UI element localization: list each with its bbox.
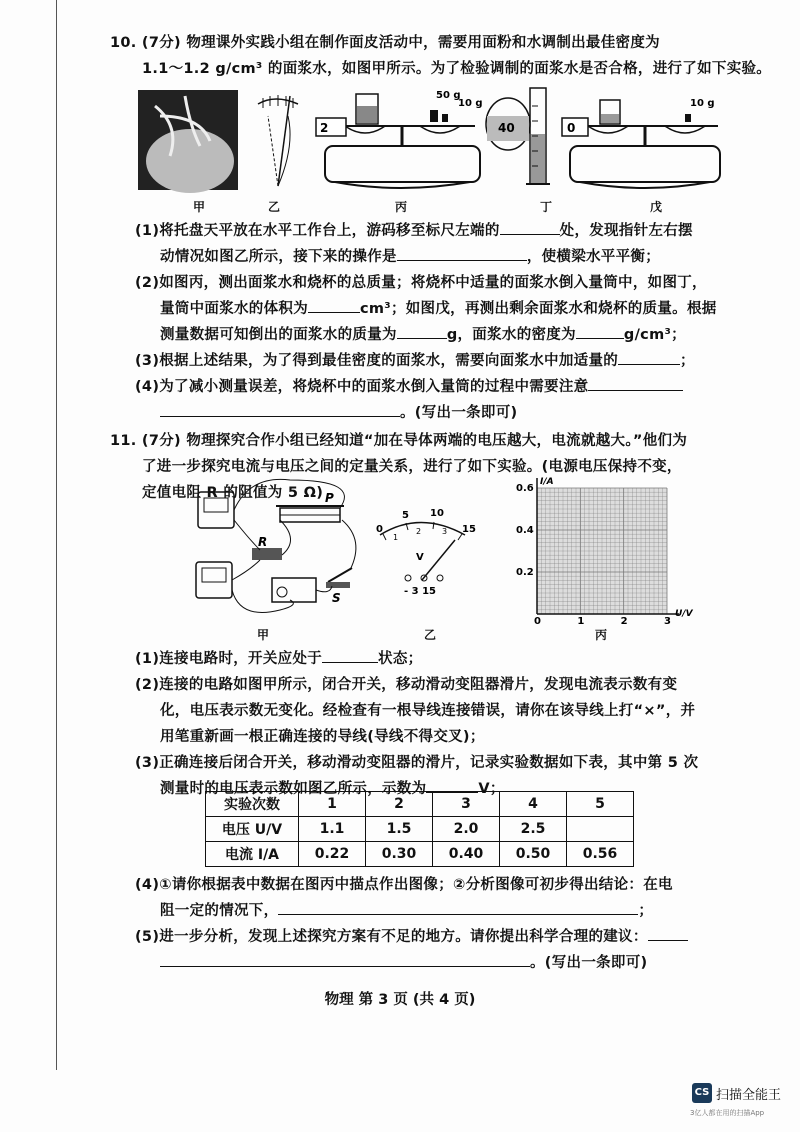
q10-p3-text-b: ； [680, 353, 695, 369]
q11-parts-cont [110, 872, 750, 976]
fig-label-wu: 戊 [650, 200, 663, 214]
answer-blank[interactable] [397, 324, 447, 339]
answer-blank[interactable] [576, 324, 624, 339]
margin-rule [56, 0, 57, 1070]
table-cell: 0.50 [500, 842, 567, 867]
data-table [205, 791, 634, 867]
q11-line-2: 了进一步探究电流与电压之间的定量关系，进行了如下实验。(电源电压保持不变， [142, 459, 682, 475]
table-row [206, 842, 634, 867]
answer-blank[interactable] [618, 350, 680, 365]
table-cell: 2 [366, 792, 433, 817]
q11-line-1: 11. (7分) 物理探究合作小组已经知道“加在导体两端的电压越大，电流就越大。”他们为 [110, 433, 688, 449]
resistor-label-r: R [258, 535, 268, 549]
dial-subtick-1: 1 [393, 533, 399, 542]
answer-blank[interactable] [397, 246, 527, 261]
table-cell: 1 [299, 792, 366, 817]
dial-subtick-2: 2 [416, 527, 422, 536]
fig-label-ding: 丁 [540, 200, 553, 214]
cylinder-reading: 40 [498, 121, 515, 135]
balance-pointer-figure [258, 95, 298, 186]
q11-p3-text-b: 测量时的电压表示数如图乙所示，示数为 [160, 781, 427, 797]
q10-p2-text-f: g/cm³； [623, 327, 686, 343]
table-cell: 3 [433, 792, 500, 817]
q11-p1-text-b: 状态； [378, 651, 423, 667]
q10-figures [130, 86, 730, 196]
table-cell: 1.1 [299, 817, 366, 842]
q10-line-2: 1.1～1.2 g/cm³ 的面浆水，如图甲所示。为了检验调制的面浆水是否合格，进行了如下实验。 [142, 61, 772, 77]
q10-p1-text-d: ，使横梁水平平衡； [526, 249, 661, 265]
q10-p2-text-e: g，面浆水的密度为 [446, 327, 576, 343]
answer-blank[interactable] [278, 900, 638, 915]
q10-line-1: 10. (7分) 物理课外实践小组在制作面皮活动中，需要用面粉和水调制出最佳密度为 [110, 35, 660, 51]
dial-terminals: - 3 15 [404, 586, 436, 597]
q11-p4-text-a: (4)①请你根据表中数据在图丙中描点作出图像；②分析图像可初步得出结论：在电 [135, 877, 673, 893]
table-cell: 5 [567, 792, 634, 817]
q10-p2-text-a: (2)如图丙，测出面浆水和烧杯的总质量；将烧杯中适量的面浆水倒入量筒中，如图丁， [135, 275, 707, 291]
question-10 [110, 30, 772, 82]
circuit-diagram [196, 479, 356, 612]
brand-name: 扫描全能王 [716, 1087, 782, 1103]
y-tick-label: 0.2 [516, 567, 534, 578]
scanner-brand [692, 1083, 781, 1103]
switch-label-s: S [332, 591, 341, 605]
fig-label-jia-11: 甲 [257, 628, 270, 642]
q10-p4-text-b: 。(写出一条即可) [400, 405, 518, 421]
table-cell: 实验次数 [206, 792, 299, 817]
table-header-row [206, 792, 634, 817]
answer-blank[interactable] [500, 220, 560, 235]
q11-p4-text-c: ； [638, 903, 654, 919]
q10-p1-text-c: 动情况如图乙所示，接下来的操作是 [160, 249, 397, 265]
q11-p4-text-b: 阻一定的情况下， [160, 903, 279, 919]
table-cell: 0.22 [299, 842, 366, 867]
q10-p2-text-d: 测量数据可知倒出的面浆水的质量为 [160, 327, 397, 343]
fig-label-jia: 甲 [193, 200, 206, 214]
dial-tick-15: 15 [462, 524, 476, 535]
mass-scale-value: 2 [320, 121, 329, 135]
table-cell: 0.30 [366, 842, 433, 867]
mass-scale-value-e: 0 [567, 121, 576, 135]
fig-label-bing: 丙 [395, 200, 408, 214]
slider-label-p: P [325, 491, 334, 505]
q11-p5-text-a: (5)进一步分析，发现上述探究方案有不足的地方。请你提出科学合理的建议： [135, 929, 648, 945]
x-tick-label: 2 [620, 616, 628, 624]
table-cell: 0.40 [433, 842, 500, 867]
table-cell: 电流 I/A [206, 842, 299, 867]
q10-p2-text-c: cm³；如图戊，再测出剩余面浆水和烧杯的质量。根据 [360, 301, 717, 317]
q11-p2-text-c: 用笔重新画一根正确连接的导线(导线不得交叉)； [160, 729, 485, 745]
q11-line-3: 定值电阻 R 的阻值为 5 Ω) [142, 485, 324, 501]
x-axis-label: U/V [675, 609, 693, 619]
dial-subtick-3: 3 [442, 527, 448, 536]
fig-label-yi: 乙 [268, 200, 281, 214]
table-cell: 电压 U/V [206, 817, 299, 842]
x-tick-label: 3 [664, 616, 671, 624]
weight-10g-label: 10 g [458, 98, 483, 109]
q11-p3-text-a: (3)正确连接后闭合开关，移动滑动变阻器的滑片，记录实验数据如下表，其中第 5 次 [135, 755, 699, 771]
x-tick-label: 0 [534, 616, 541, 624]
q10-p4-text-a: (4)为了减小测量误差，将烧杯中的面浆水倒入量筒的过程中需要注意 [135, 379, 589, 395]
q10-p3-text-a: (3)根据上述结果，为了得到最佳密度的面浆水，需要向面浆水中加适量的 [135, 353, 619, 369]
voltmeter-dial [376, 508, 476, 597]
q11-p2-text-b: 化，电压表示数无变化。经检查有一根导线连接错误，请你在该导线上打“×”，并 [160, 703, 696, 719]
current-voltage-chart [515, 474, 695, 624]
answer-blank[interactable] [160, 952, 530, 967]
q11-p5-text-b: 。(写出一条即可) [530, 955, 648, 971]
table-cell: 2.0 [433, 817, 500, 842]
q11-parts [110, 646, 750, 802]
answer-blank[interactable] [308, 298, 360, 313]
q11-p3-text-c: V； [478, 781, 505, 797]
fig-label-yi-11: 乙 [424, 628, 437, 642]
page-footer: 物理 第 3 页 (共 4 页) [324, 992, 476, 1008]
dial-tick-5: 5 [402, 510, 409, 521]
q10-parts [110, 218, 750, 426]
balance-figure-e [562, 98, 720, 188]
cs-logo-icon: CS [692, 1083, 712, 1103]
table-row [206, 817, 634, 842]
chart-grid [537, 488, 667, 614]
x-tick-label: 1 [577, 616, 585, 624]
dial-tick-0: 0 [376, 524, 383, 535]
dial-unit-v: V [416, 552, 424, 563]
table-cell: 2.5 [500, 817, 567, 842]
balance-figure-c [316, 90, 483, 188]
answer-blank[interactable] [322, 648, 378, 663]
answer-blank[interactable] [160, 402, 400, 417]
table-cell-empty[interactable] [567, 817, 634, 842]
fig-label-bing-11: 丙 [595, 628, 608, 642]
table-cell: 4 [500, 792, 567, 817]
y-tick-label: 0.4 [516, 525, 534, 536]
answer-blank[interactable] [648, 926, 688, 941]
table-cell: 1.5 [366, 817, 433, 842]
q10-p1-text-b: 处，发现指针左右摆 [559, 223, 693, 239]
table-cell: 0.56 [567, 842, 634, 867]
batter-photo [138, 90, 238, 193]
q10-p1-text-a: (1)将托盘天平放在水平工作台上，游码移至标尺左端的 [135, 223, 500, 239]
y-tick-label: 0.6 [516, 483, 534, 494]
weight-50g-label: 50 g [436, 90, 461, 101]
measuring-cylinder-figure [486, 88, 550, 184]
y-axis-label: I/A [540, 477, 554, 487]
weight-10g-label-e: 10 g [690, 98, 715, 109]
dial-tick-10: 10 [430, 508, 444, 519]
q11-p1-text-a: (1)连接电路时，开关应处于 [135, 651, 323, 667]
answer-blank[interactable] [588, 376, 683, 391]
q11-p2-text-a: (2)连接的电路如图甲所示，闭合开关，移动滑动变阻器滑片，发现电流表示数有变 [135, 677, 678, 693]
q10-p2-text-b: 量筒中面浆水的体积为 [160, 301, 308, 317]
brand-tagline: 3亿人都在用的扫描App [690, 1109, 765, 1117]
